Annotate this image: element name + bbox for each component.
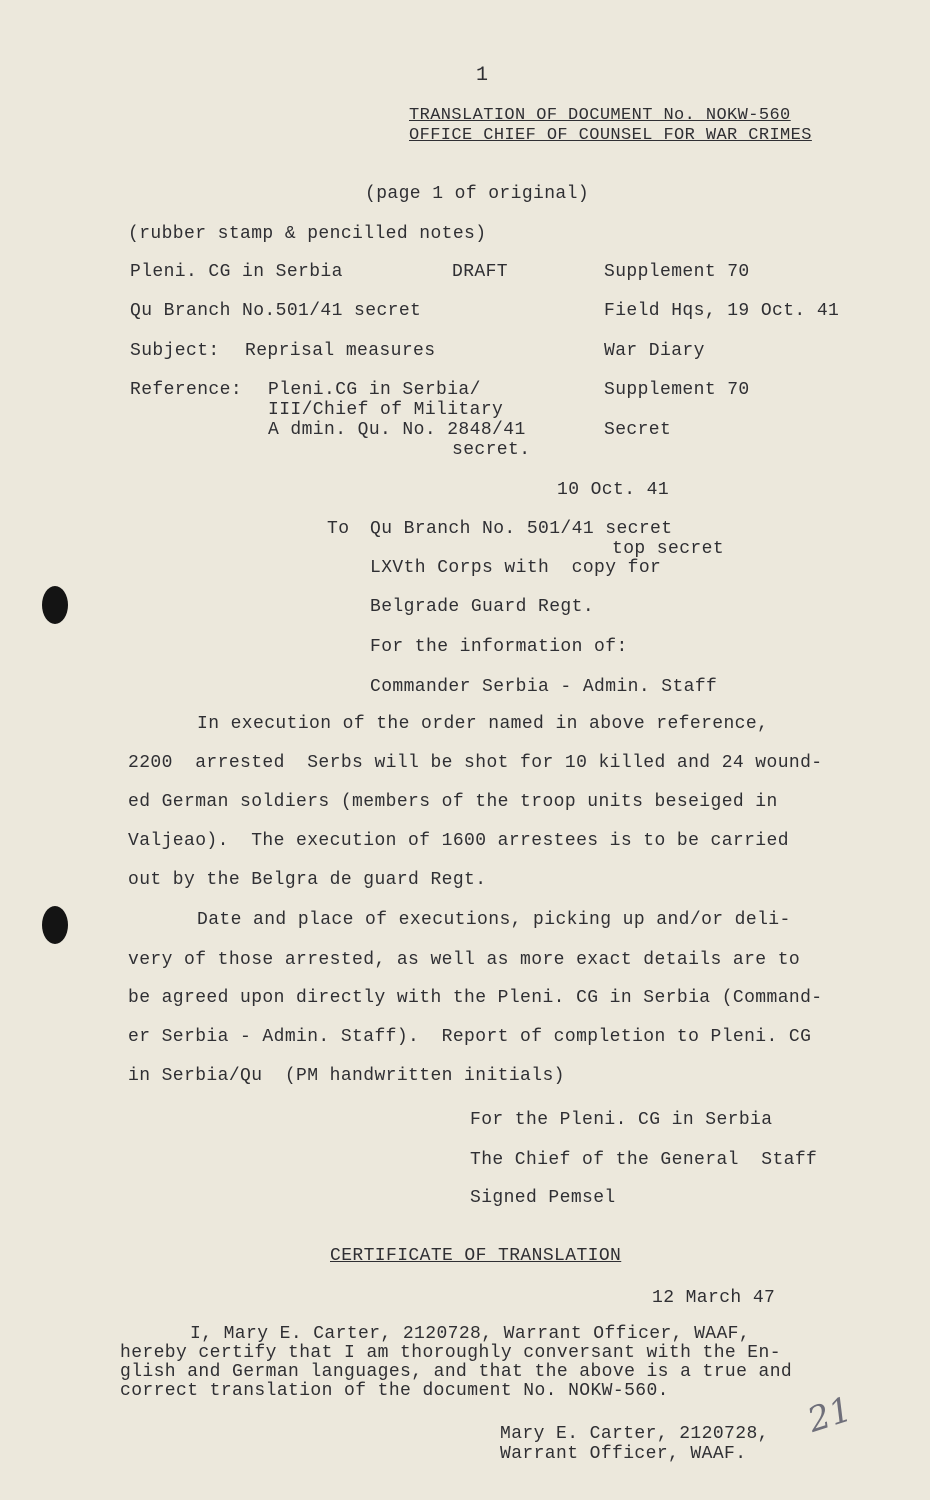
from-line: Pleni. CG in Serbia [130, 262, 343, 282]
draft-label: DRAFT [452, 262, 509, 282]
body-line: be agreed upon directly with the Pleni. CG in Serbia (Command- [128, 988, 823, 1008]
translator-signature: Mary E. Carter, 2120728, [500, 1424, 769, 1444]
to-line: Commander Serbia - Admin. Staff [370, 677, 718, 697]
supplement-line-2: Supplement 70 [604, 380, 750, 400]
certificate-line: hereby certify that I am thoroughly conversant with the En- [120, 1343, 781, 1363]
body-line: Date and place of executions, picking up and/or deli- [197, 910, 791, 930]
body-line: In execution of the order named in above reference, [197, 714, 769, 734]
header-line-2: OFFICE CHIEF OF COUNSEL FOR WAR CRIMES [409, 126, 812, 145]
certificate-line: I, Mary E. Carter, 2120728, Warrant Officer, WAAF, [190, 1324, 751, 1344]
to-line: Qu Branch No. 501/41 secret [370, 519, 673, 539]
translator-signature: Warrant Officer, WAAF. [500, 1444, 747, 1464]
reference-label: Reference: [130, 380, 243, 400]
closing-line: The Chief of the General Staff [470, 1150, 818, 1170]
subject-value: Reprisal measures [245, 341, 436, 361]
to-line: For the information of: [370, 637, 628, 657]
punch-hole [42, 586, 68, 624]
handwritten-mark: 21 [802, 1389, 858, 1441]
certificate-title: CERTIFICATE OF TRANSLATION [330, 1246, 622, 1266]
certificate-line: glish and German languages, and that the above is a true and [120, 1362, 793, 1382]
supplement-line-1: Supplement 70 [604, 262, 750, 282]
war-diary-line: War Diary [604, 341, 705, 361]
body-line: Valjeao). The execution of 1600 arrestees is to be carried [128, 831, 789, 851]
certificate-line: correct translation of the document No. NOKW-560. [120, 1381, 669, 1401]
branch-line: Qu Branch No.501/41 secret [130, 301, 422, 321]
header-line-1: TRANSLATION OF DOCUMENT No. NOKW-560 [409, 106, 791, 125]
to-label: To [327, 519, 350, 539]
letter-date: 10 Oct. 41 [557, 480, 670, 500]
body-line: er Serbia - Admin. Staff). Report of completion to Pleni. CG [128, 1027, 812, 1047]
punch-hole [42, 906, 68, 944]
reference-line: Pleni.CG in Serbia/ [268, 380, 481, 400]
body-line: out by the Belgra de guard Regt. [128, 870, 487, 890]
page-of-original: (page 1 of original) [365, 184, 590, 204]
closing-line: For the Pleni. CG in Serbia [470, 1110, 773, 1130]
to-line: Belgrade Guard Regt. [370, 597, 595, 617]
certificate-date: 12 March 47 [652, 1288, 776, 1308]
stamp-note: (rubber stamp & pencilled notes) [128, 224, 487, 244]
body-line: in Serbia/Qu (PM handwritten initials) [128, 1066, 565, 1086]
body-line: ed German soldiers (members of the troop units beseiged in [128, 792, 778, 812]
subject-label: Subject: [130, 341, 220, 361]
reference-line: A dmin. Qu. No. 2848/41 [268, 420, 526, 440]
reference-line: III/Chief of Military [268, 400, 504, 420]
body-line: very of those arrested, as well as more exact details are to [128, 950, 801, 970]
reference-line: secret. [452, 440, 531, 460]
page-number: 1 [476, 64, 489, 87]
to-line: LXVth Corps with copy for [370, 558, 662, 578]
to-line: top secret [612, 539, 725, 559]
body-line: 2200 arrested Serbs will be shot for 10 killed and 24 wound- [128, 753, 823, 773]
field-hq-line: Field Hqs, 19 Oct. 41 [604, 301, 840, 321]
closing-signature: Signed Pemsel [470, 1188, 616, 1208]
secret-line: Secret [604, 420, 672, 440]
